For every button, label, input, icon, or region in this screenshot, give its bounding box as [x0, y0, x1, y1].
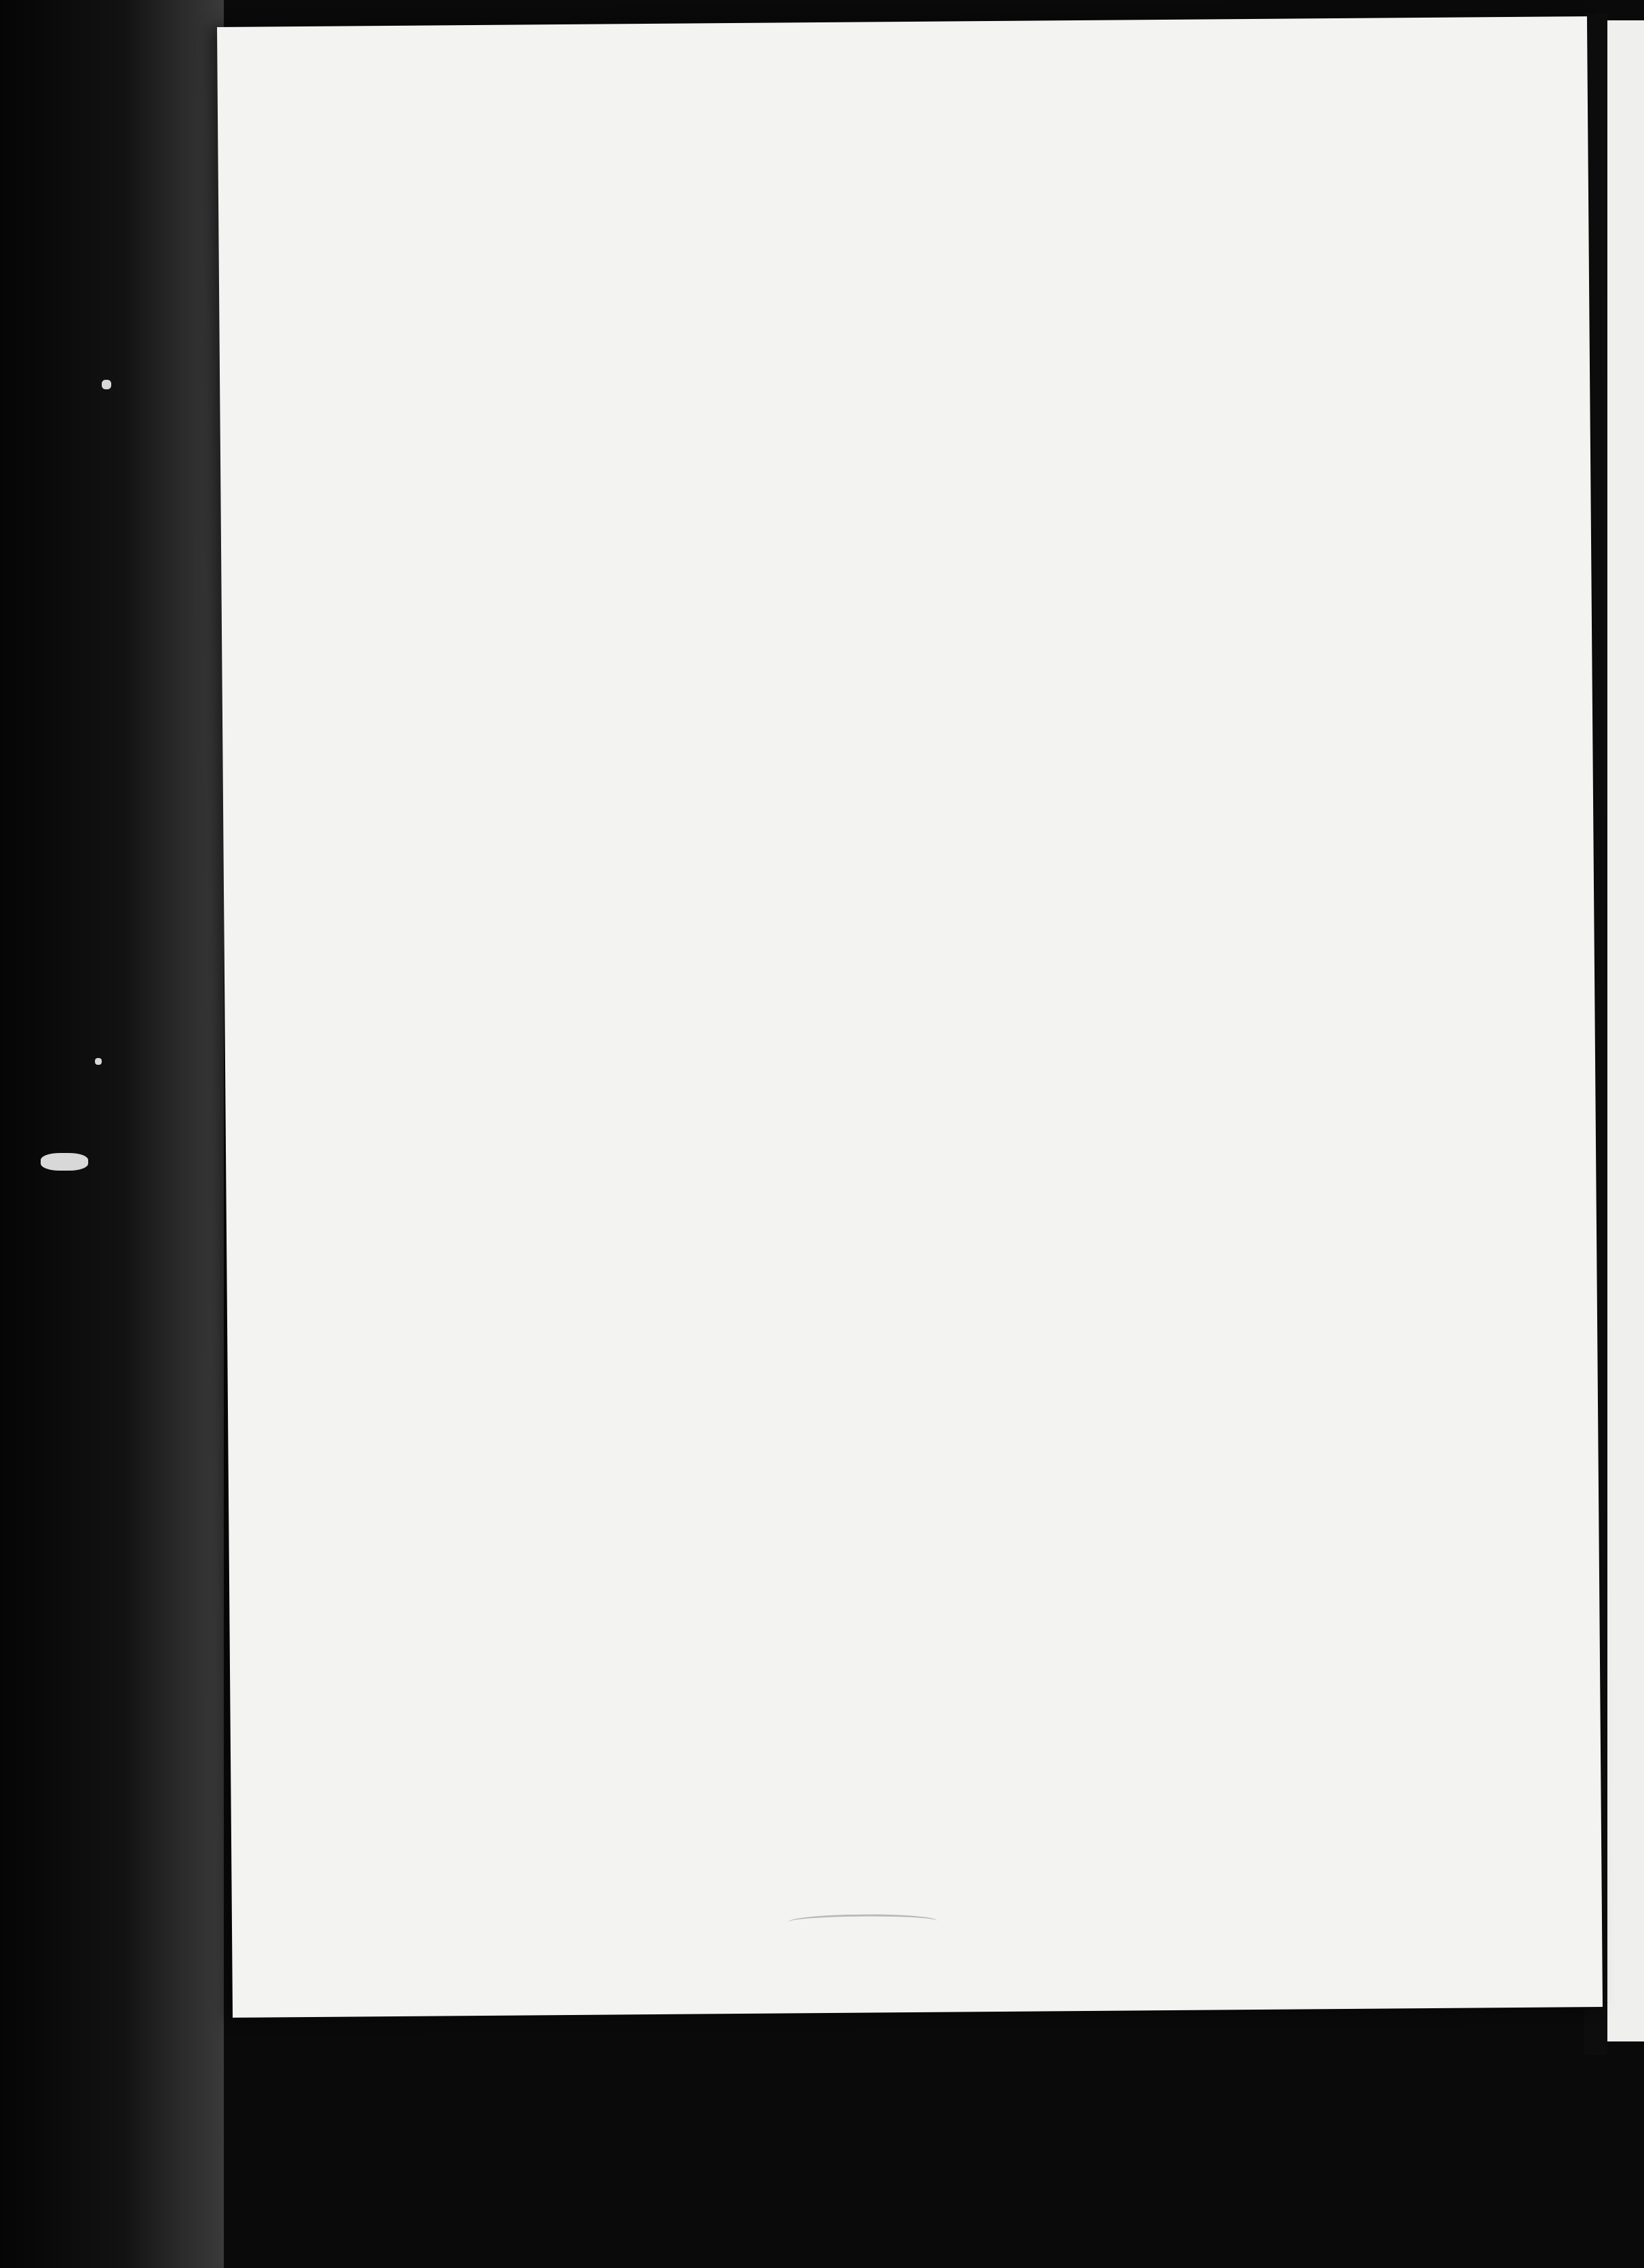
page-foot-mark: [788, 1914, 937, 1930]
paragraph-1-indented: [217, 16, 1587, 27]
running-title: [842, 186, 1453, 191]
book-page: [217, 16, 1603, 2018]
book-binding-gutter: [0, 0, 224, 2268]
paragraph-3: [217, 16, 1587, 27]
paragraph-2: [217, 16, 1587, 27]
gutter-speck: [95, 1058, 102, 1065]
gutter-speck: [41, 1153, 88, 1171]
gutter-speck: [102, 380, 111, 389]
next-page-sliver: [1607, 20, 1644, 2041]
paragraph-3-indented: [217, 16, 1587, 27]
paragraph-1: [217, 16, 1587, 27]
